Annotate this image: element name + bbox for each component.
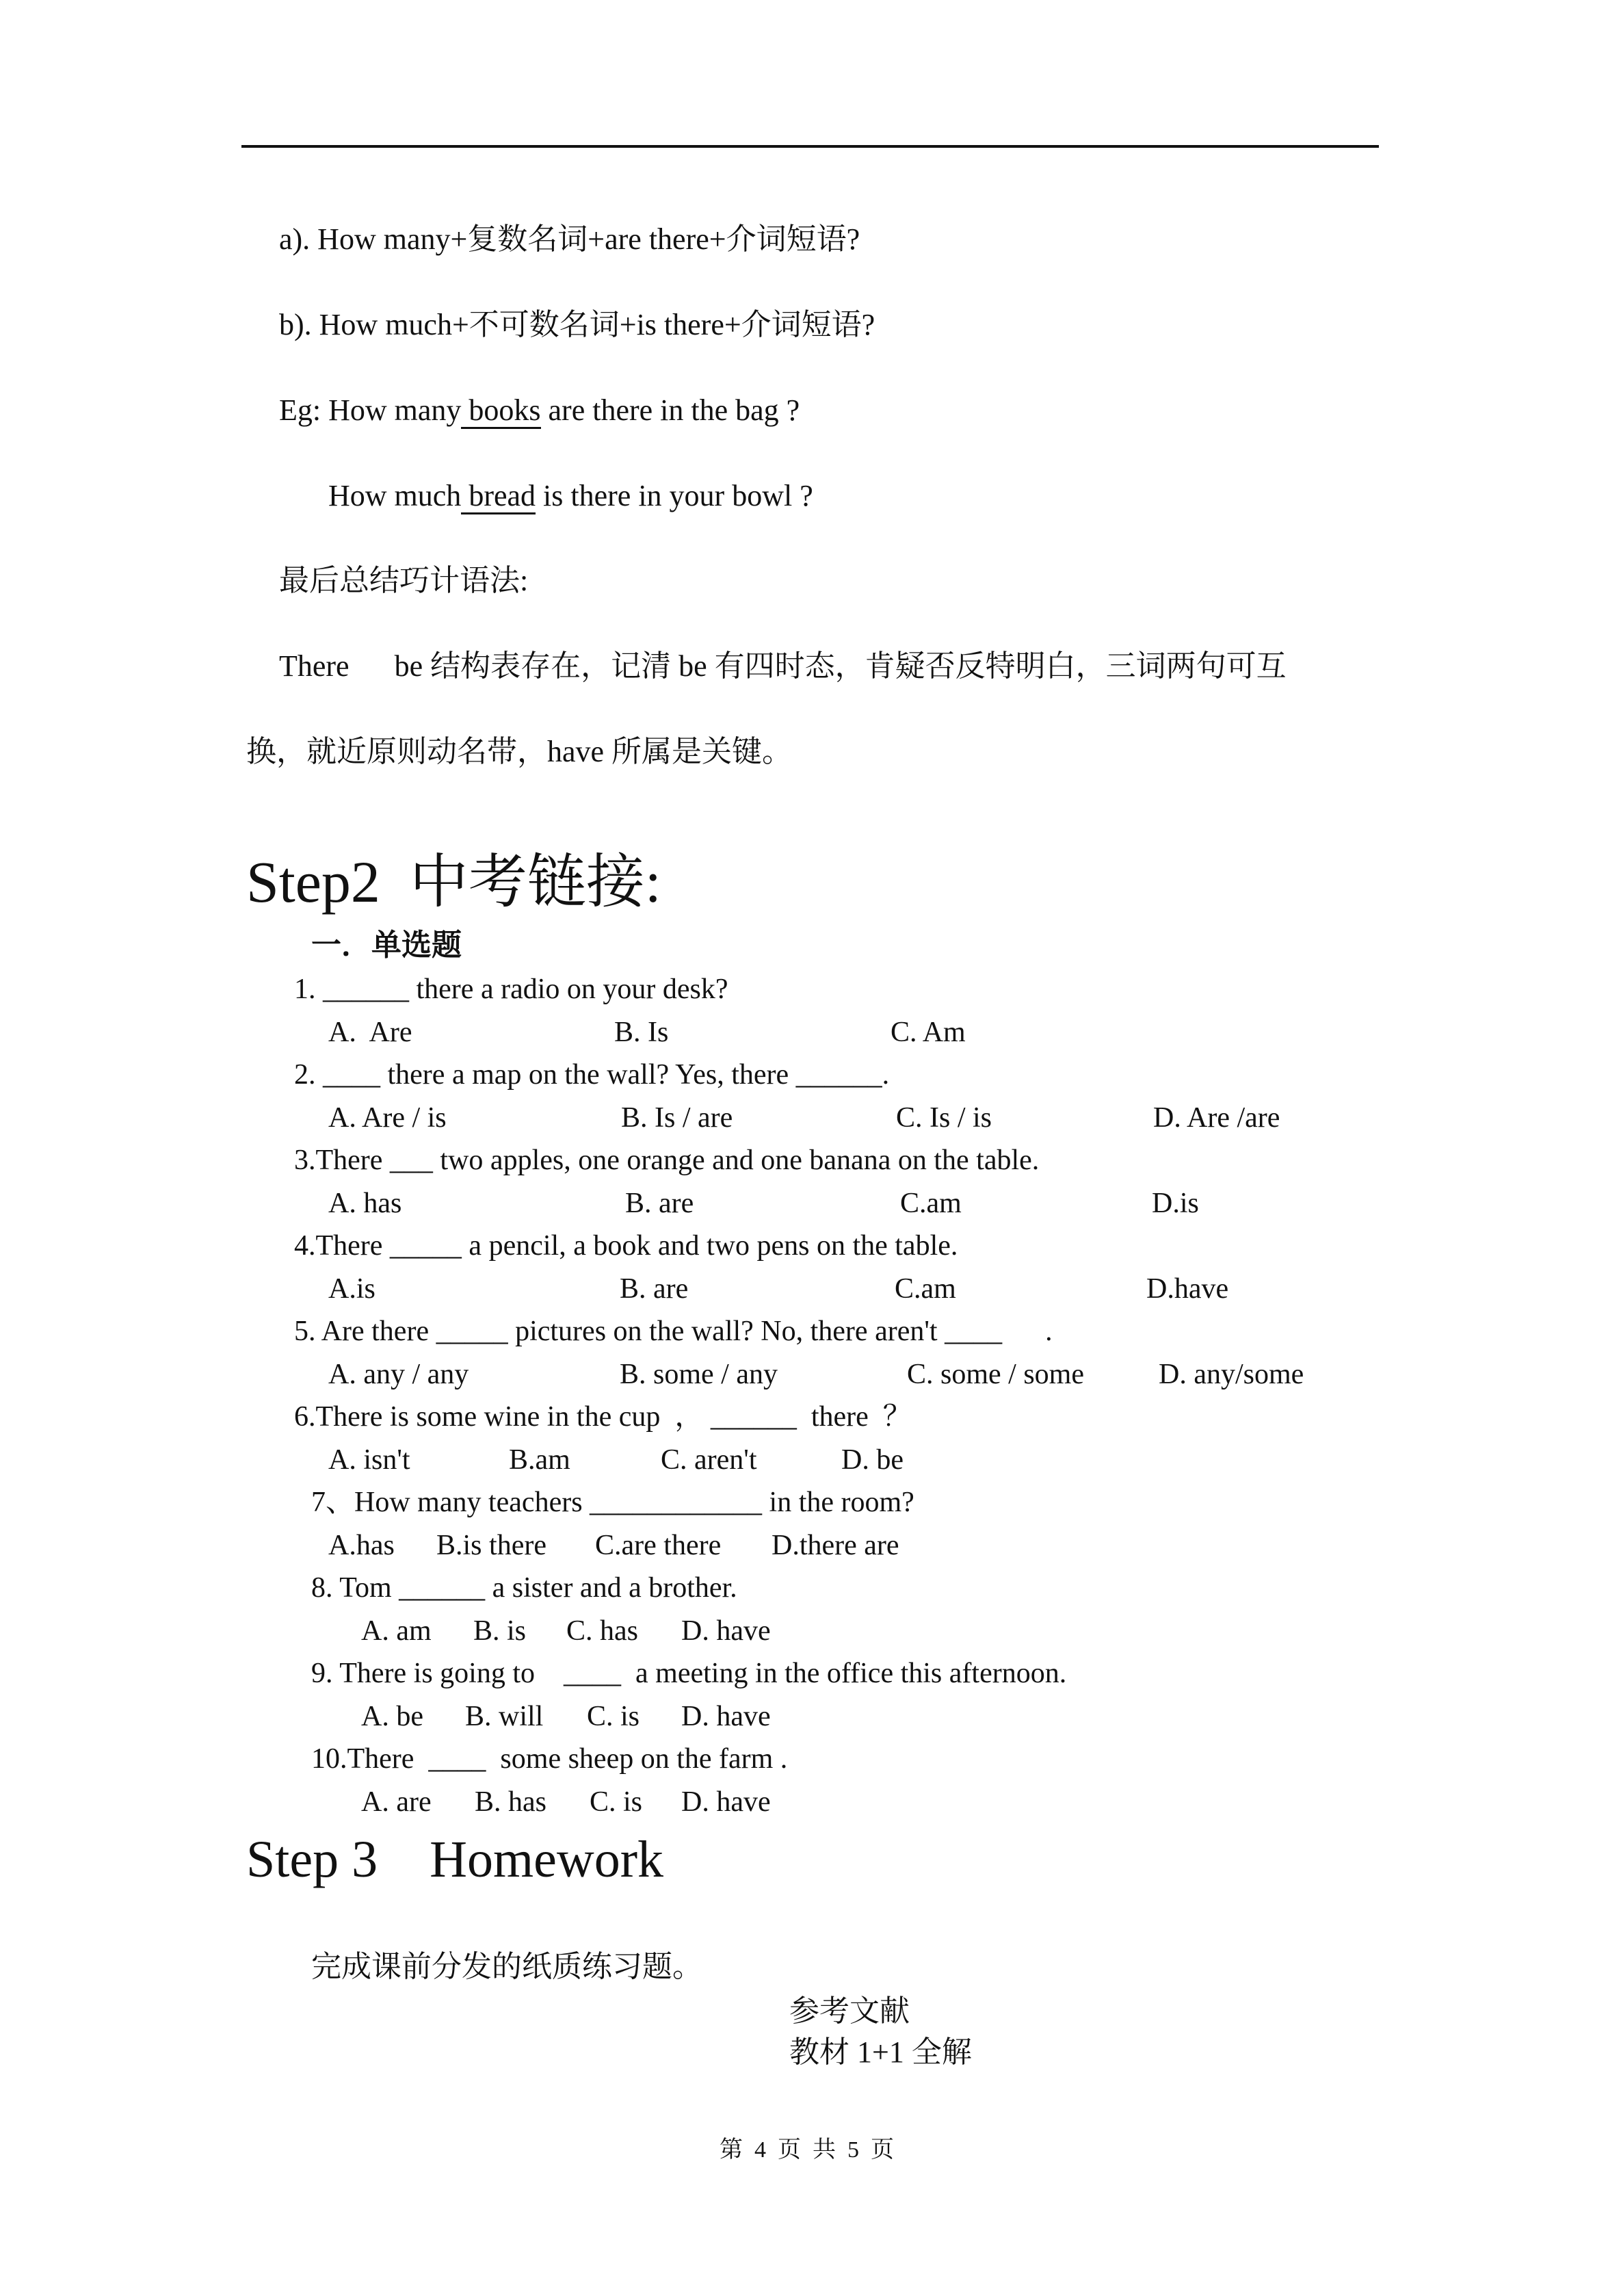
step3-heading: Step 3 Homework	[246, 1831, 664, 1888]
q4-option-d: D.have	[1146, 1273, 1229, 1305]
q3-option-d: D.is	[1152, 1188, 1199, 1219]
summary-title: 最后总结巧计语法:	[279, 564, 529, 597]
question-5: 5. Are there _____ pictures on the wall? No, there aren't ____ .	[294, 1316, 1053, 1347]
q8-option-d: D. have	[681, 1615, 771, 1647]
q4-option-a: A.is	[328, 1273, 375, 1305]
question-4: 4.There _____ a pencil, a book and two pens on the table.	[294, 1230, 958, 1262]
section-title: 一．单选题	[311, 928, 462, 962]
q6-option-c: C. aren't	[661, 1444, 757, 1476]
example-2	[328, 481, 813, 511]
summary-line-2: 换，就近原则动名带，have 所属是关键。	[246, 735, 793, 768]
homework-task: 完成课前分发的纸质练习题。	[311, 1950, 702, 1983]
q9-option-b: B. will	[465, 1701, 544, 1732]
rule-a: a). How many+复数名词+are there+介词短语?	[279, 222, 860, 256]
q6-option-d: D. be	[841, 1444, 904, 1476]
q1-option-a: A. Are	[328, 1017, 412, 1048]
q1-option-b: B. Is	[614, 1017, 669, 1048]
q6-option-a: A. isn't	[328, 1444, 410, 1476]
question-3: 3.There ___ two apples, one orange and one banana on the table.	[294, 1145, 1040, 1176]
q7-option-d: D.there are	[772, 1530, 899, 1561]
q2-option-d: D. Are /are	[1153, 1102, 1280, 1134]
summary-line-1: There be 结构表存在，记清 be 有四时态，肯疑否反特明白，三词两句可互	[279, 649, 1287, 683]
q2-option-c: C. Is / is	[896, 1102, 992, 1134]
q7-option-a: A.has	[328, 1530, 395, 1561]
q4-option-c: C.am	[895, 1273, 956, 1305]
q2-option-b: B. Is / are	[621, 1102, 733, 1134]
page-footer: 第 4 页 共 5 页	[720, 2137, 894, 2163]
q6-option-b: B.am	[509, 1444, 570, 1476]
q3-option-a: A. has	[328, 1188, 402, 1219]
q3-option-c: C.am	[900, 1188, 962, 1219]
q9-option-d: D. have	[681, 1701, 771, 1732]
question-9: 9. There is going to ____ a meeting in the office this afternoon.	[311, 1658, 1067, 1689]
q10-option-b: B. has	[475, 1786, 546, 1818]
q5-option-a: A. any / any	[328, 1359, 469, 1390]
q10-option-d: D. have	[681, 1786, 771, 1818]
rule-b: b). How much+不可数名词+is there+介词短语?	[279, 308, 875, 341]
q9-option-c: C. is	[587, 1701, 640, 1732]
example-2-pre: How much	[328, 479, 462, 512]
q5-option-b: B. some / any	[620, 1359, 778, 1390]
q4-option-b: B. are	[620, 1273, 689, 1305]
example-1	[279, 395, 800, 426]
q8-option-c: C. has	[566, 1615, 638, 1647]
reference-item: 教材 1+1 全解	[789, 2035, 972, 2069]
q7-option-b: B.is there	[436, 1530, 546, 1561]
reference-title: 参考文献	[789, 1994, 910, 2028]
question-1: 1. ______ there a radio on your desk?	[294, 974, 728, 1005]
q9-option-a: A. be	[361, 1701, 423, 1732]
q1-option-c: C. Am	[891, 1017, 966, 1048]
question-6: 6.There is some wine in the cup ， ______ there ？	[294, 1401, 912, 1433]
example-1-pre: Eg: How many	[279, 393, 462, 427]
step2-heading: Step2 中考链接:	[246, 849, 661, 915]
question-2: 2. ____ there a map on the wall? Yes, there ______.	[294, 1059, 890, 1091]
example-1-post: are there in the bag ?	[540, 393, 800, 427]
q10-option-a: A. are	[361, 1786, 432, 1818]
q8-option-b: B. is	[473, 1615, 527, 1647]
q2-option-a: A. Are / is	[328, 1102, 447, 1134]
q10-option-c: C. is	[590, 1786, 643, 1818]
question-7: 7、How many teachers ____________ in the room?	[311, 1487, 914, 1518]
question-8: 8. Tom ______ a sister and a brother.	[311, 1572, 737, 1604]
example-2-post: is there in your bowl ?	[536, 479, 813, 512]
q3-option-b: B. are	[625, 1188, 694, 1219]
q5-option-c: C. some / some	[907, 1359, 1084, 1390]
example-1-word: books	[461, 393, 540, 429]
header-rule	[241, 145, 1379, 148]
q5-option-d: D. any/some	[1159, 1359, 1304, 1390]
example-2-word: bread	[461, 479, 536, 514]
question-10: 10.There ____ some sheep on the farm .	[311, 1743, 788, 1775]
q7-option-c: C.are there	[595, 1530, 722, 1561]
q8-option-a: A. am	[361, 1615, 432, 1647]
